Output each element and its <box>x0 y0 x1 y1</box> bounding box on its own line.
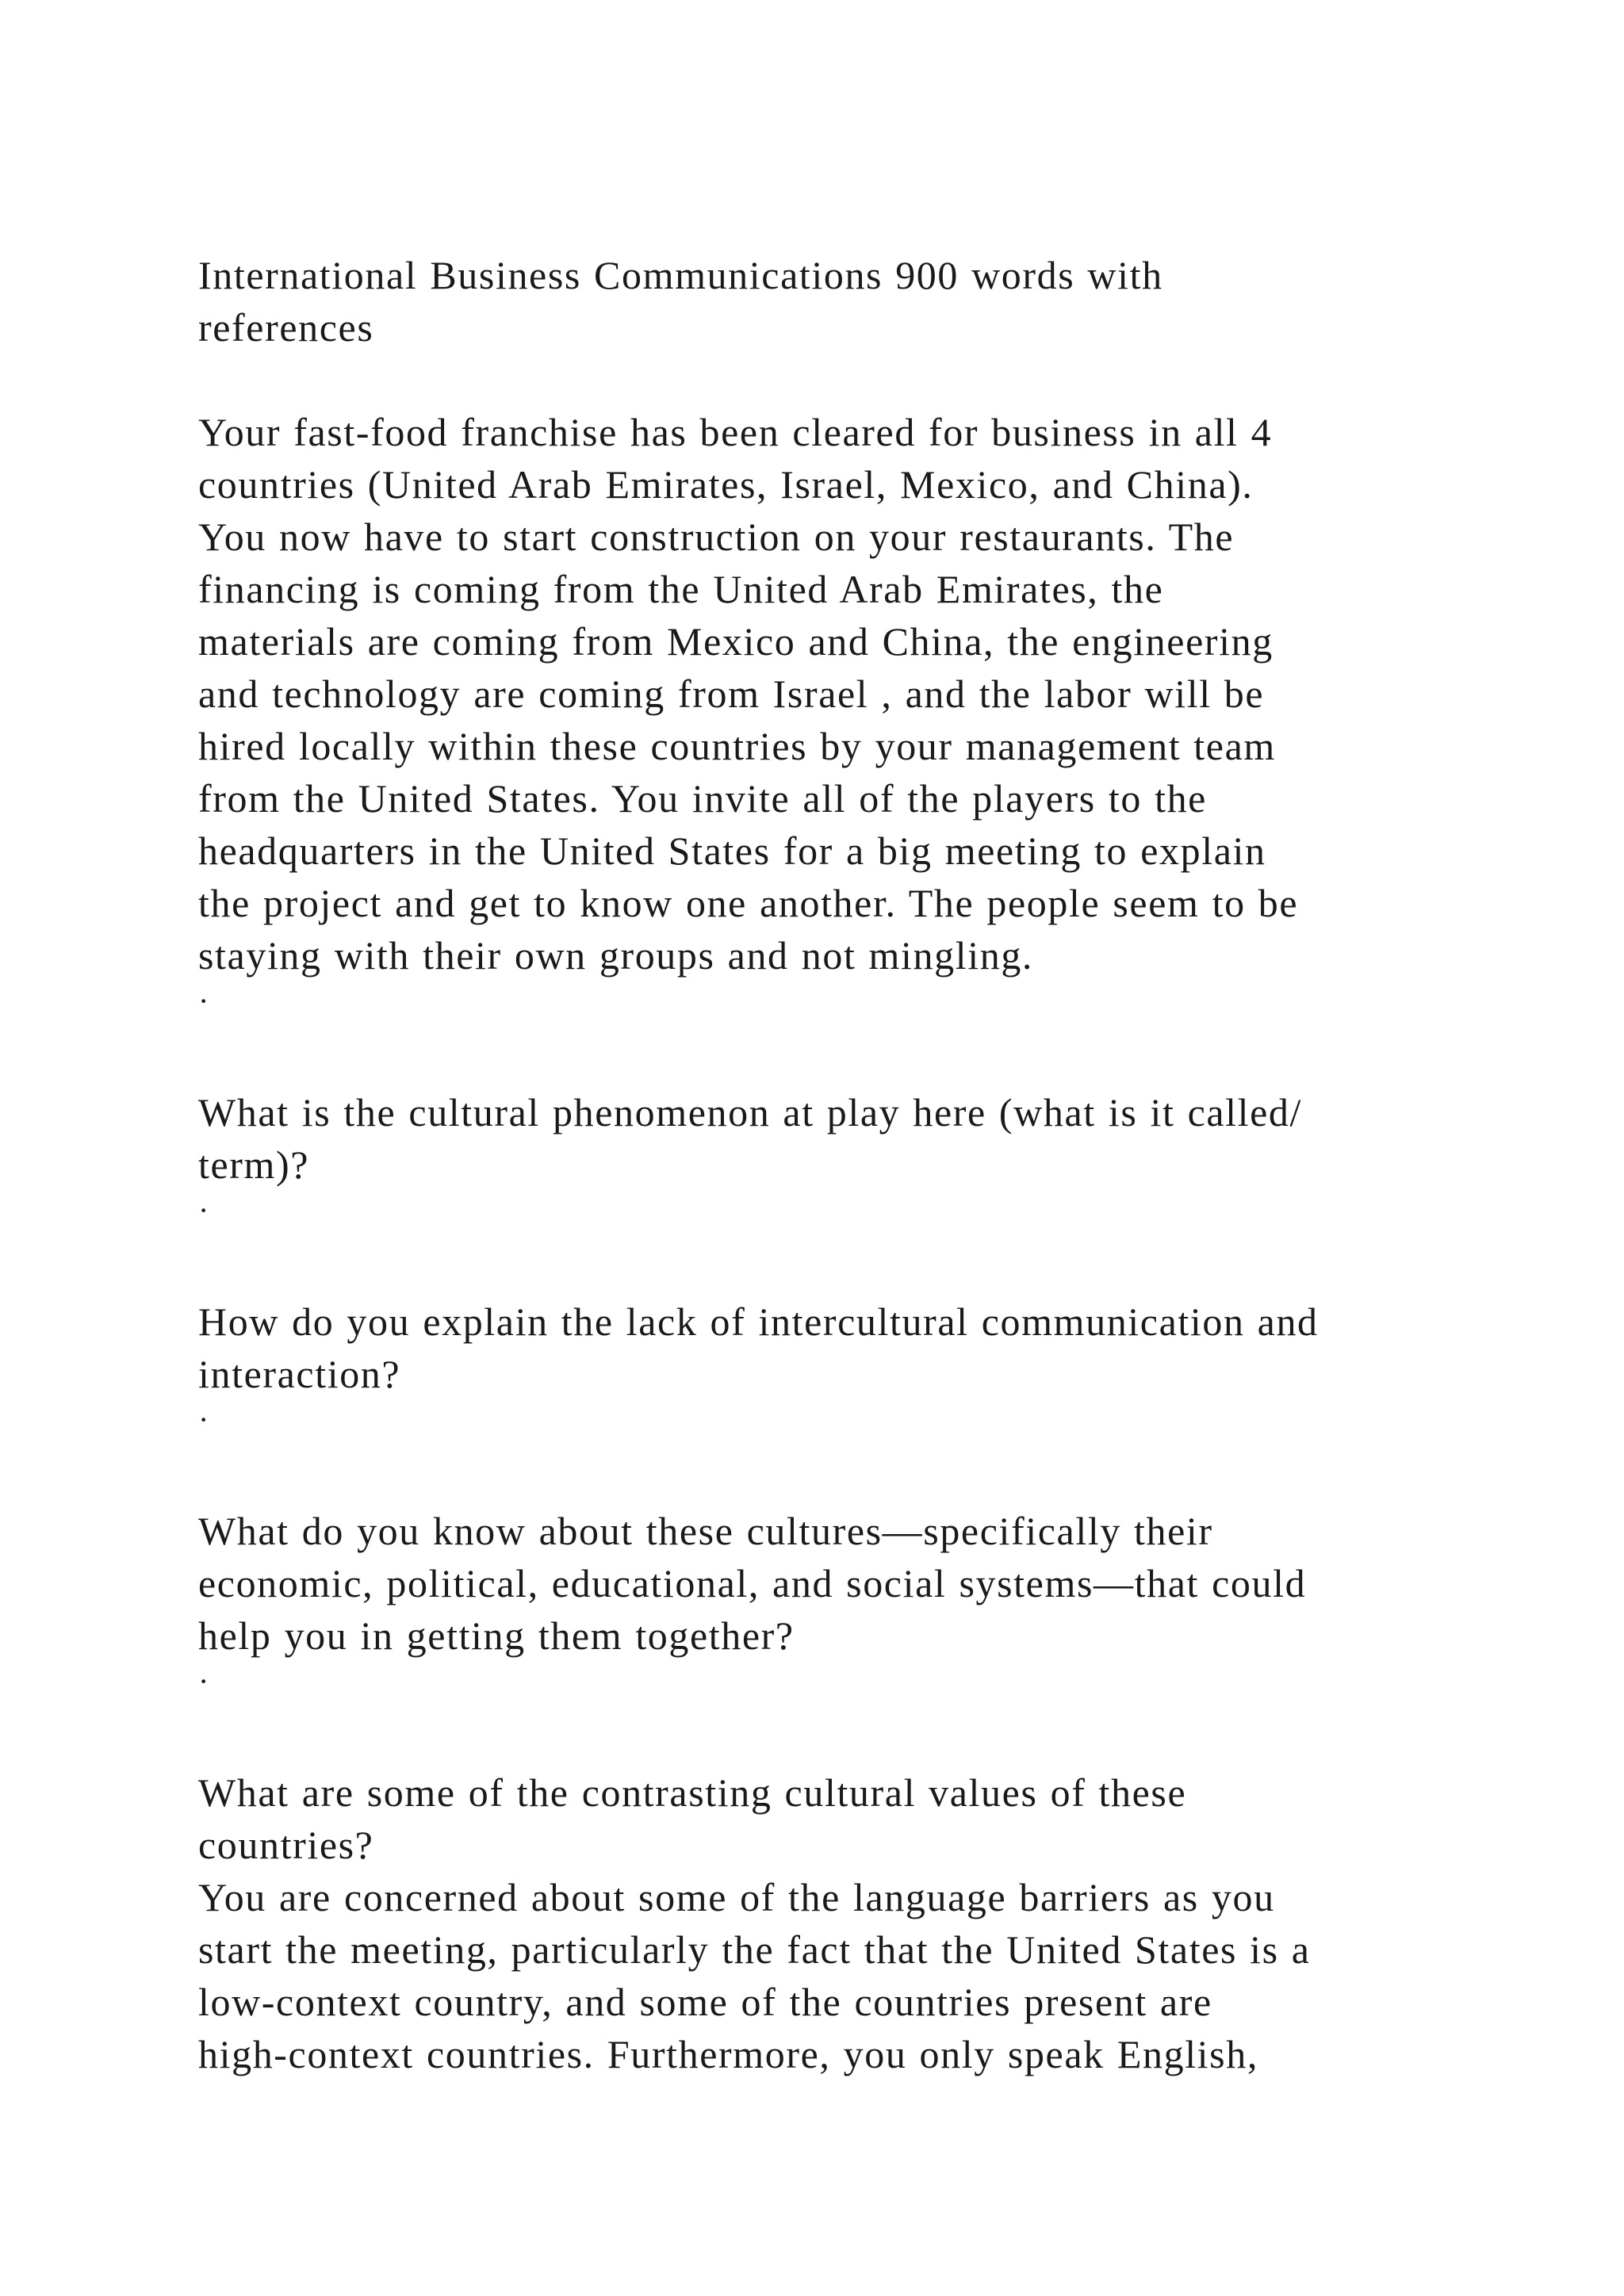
intro-line: You now have to start construction on your restaurants. The <box>198 515 1235 559</box>
intro-line: financing is coming from the United Arab Emirates, the <box>198 567 1164 611</box>
question-line: What are some of the contrasting cultural values of these <box>198 1770 1187 1815</box>
closing-line: start the meeting, particularly the fact that the United States is a <box>198 1927 1311 1972</box>
question-line: term)? <box>198 1142 310 1187</box>
document-body <box>198 249 1515 2080</box>
question-line: How do you explain the lack of intercultural communication and <box>198 1299 1319 1344</box>
paragraph-spacer <box>198 1034 1515 1086</box>
paragraph-spacer <box>198 354 1515 406</box>
paragraph-spacer <box>198 1714 1515 1766</box>
question-line: What is the cultural phenomenon at play here (what is it called/ <box>198 1090 1303 1135</box>
question-line: What do you know about these cultures—specifically their <box>198 1509 1213 1553</box>
paragraph-spacer <box>198 1452 1515 1505</box>
intro-line: countries (United Arab Emirates, Israel, Mexico, and China). <box>198 462 1254 507</box>
question-line: countries? <box>198 1823 374 1867</box>
intro-line: and technology are coming from Israel , and the labor will be <box>198 672 1265 716</box>
intro-line: staying with their own groups and not mingling. <box>198 933 1034 978</box>
question-line: economic, political, educational, and social systems—that could <box>198 1561 1307 1605</box>
document-title-line: International Business Communications 900 words with <box>198 253 1163 297</box>
bullet-marker: · <box>198 1663 210 1699</box>
question-line: help you in getting them together? <box>198 1613 795 1658</box>
closing-line: high-context countries. Furthermore, you only speak English, <box>198 2032 1258 2076</box>
document-title-line: references <box>198 305 374 350</box>
question-line: interaction? <box>198 1352 401 1396</box>
intro-line: Your fast-food franchise has been cleared for business in all 4 <box>198 410 1273 454</box>
bullet-marker: · <box>198 1402 210 1437</box>
intro-line: from the United States. You invite all of the players to the <box>198 776 1207 821</box>
closing-line: You are concerned about some of the language barriers as you <box>198 1875 1275 1919</box>
paragraph-spacer <box>198 1243 1515 1295</box>
closing-line: low-context country, and some of the countries present are <box>198 1980 1212 2024</box>
intro-line: materials are coming from Mexico and China, the engineering <box>198 619 1274 664</box>
intro-line: headquarters in the United States for a big meeting to explain <box>198 828 1266 873</box>
bullet-marker: · <box>198 1192 210 1228</box>
intro-line: hired locally within these countries by your management team <box>198 724 1276 768</box>
intro-line: the project and get to know one another. The people seem to be <box>198 881 1299 925</box>
bullet-marker: · <box>198 983 210 1019</box>
